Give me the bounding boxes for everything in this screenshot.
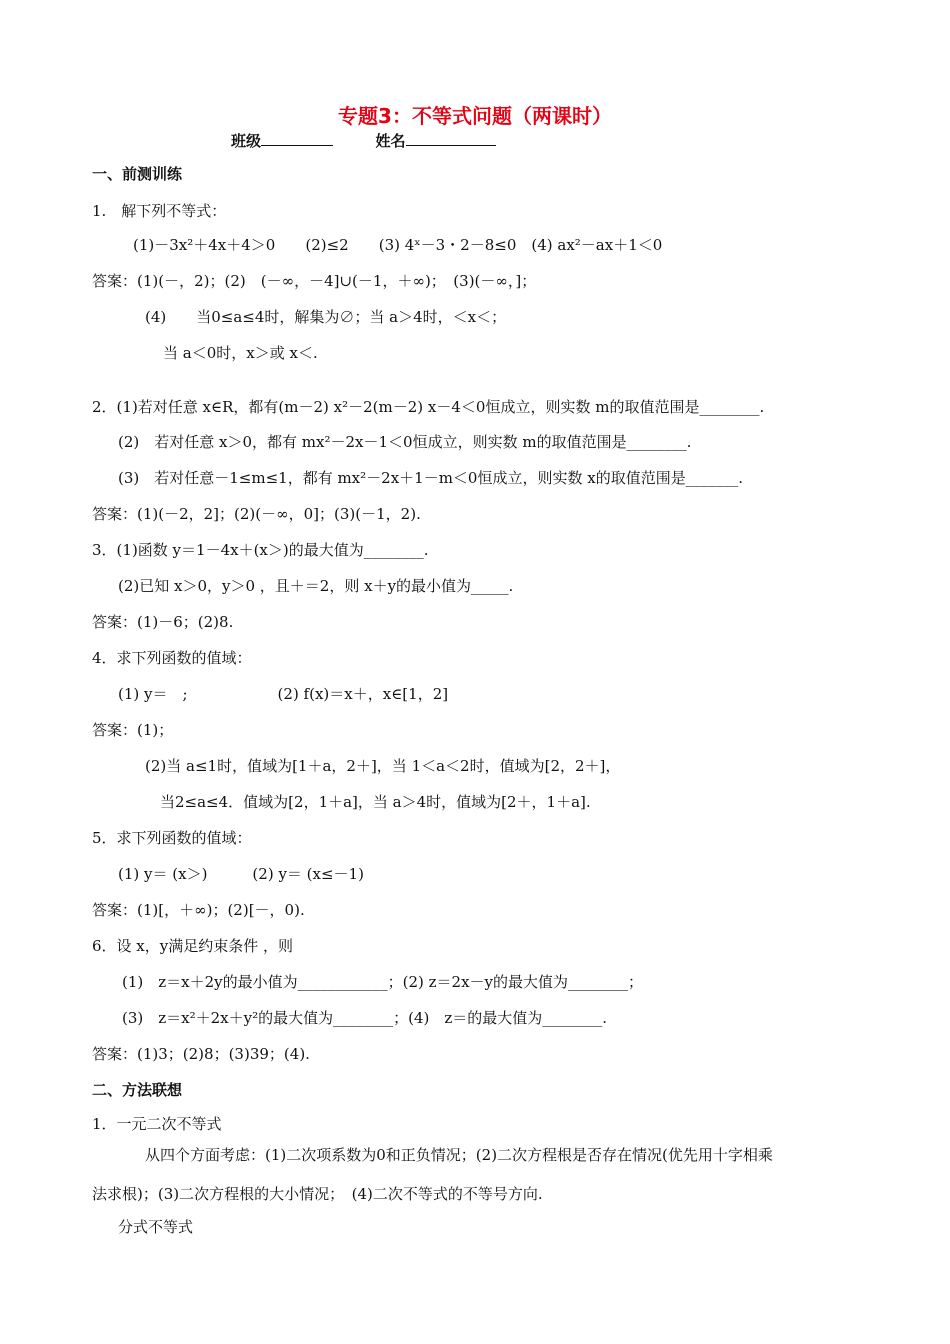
student-info-row <box>231 130 496 151</box>
q3-2: (2)已知 x＞0，y＞0 ，且＋＝2，则 x＋y的最小值为_____. <box>118 577 514 595</box>
q5-items: (1) y＝ (x＞) (2) y＝ (x≤－1) <box>118 865 364 883</box>
q6-items-1: (1) z＝x＋2y的最小值为____________；(2) z＝2x－y的最大值为________； <box>122 973 644 991</box>
q2-2: (2) 若对任意 x＞0，都有 mx²－2x－1＜0恒成立，则实数 m的取值范围是________. <box>118 433 692 451</box>
q4-answer: 答案：(1)； <box>92 721 174 739</box>
method-2-title: 分式不等式 <box>118 1218 194 1236</box>
q4-items: (1) y＝ ; (2) f(x)＝x＋，x∈[1，2] <box>118 685 449 703</box>
class-label: 班级 <box>231 132 262 150</box>
q3-1: 3．(1)函数 y＝1－4x＋(x＞)的最大值为________. <box>92 541 429 559</box>
q6-items-2: (3) z＝x²＋2x＋y²的最大值为________；(4) z＝的最大值为________. <box>122 1009 608 1027</box>
class-blank[interactable] <box>261 131 333 146</box>
section2-heading: 二、方法联想 <box>92 1081 183 1099</box>
q4-answer-2: (2)当 a≤1时，值域为[1＋a，2＋]，当 1＜a＜2时，值域为[2，2＋]， <box>145 757 621 775</box>
method-1-paragraph-1: 从四个方面考虑：(1)二次项系数为0和正负情况；(2)二次方程根是否存在情况(优先用十字相乘 <box>145 1146 773 1164</box>
q2-1: 2．(1)若对任意 x∈R，都有(m－2) x²－2(m－2) x－4＜0恒成立，则实数 m的取值范围是________. <box>92 398 765 416</box>
method-1-paragraph-2: 法求根)；(3)二次方程根的大小情况； (4)二次不等式的不等号方向. <box>92 1185 543 1203</box>
q2-answer: 答案：(1)(－2，2]；(2)(－∞，0]；(3)(－1，2). <box>92 505 421 523</box>
q3-answer: 答案：(1)－6；(2)8. <box>92 613 234 631</box>
q1-answer-4-cont: 当 a＜0时，x＞或 x＜. <box>163 344 318 362</box>
q4-stem: 4．求下列函数的值域： <box>92 649 252 667</box>
q2-3: (3) 若对任意－1≤m≤1，都有 mx²－2x＋1－m＜0恒成立，则实数 x的取值范围是_______. <box>118 469 743 487</box>
q1-stem: 1. 解下列不等式： <box>92 202 227 220</box>
q5-answer: 答案：(1)[，＋∞)；(2)[－，0). <box>92 901 305 919</box>
method-1-title: 1．一元二次不等式 <box>92 1115 222 1133</box>
q1-items: (1)－3x²＋4x＋4＞0 (2)≤2 (3) 4ˣ－3・2－8≤0 (4) ax²－ax＋1＜0 <box>133 236 663 254</box>
name-label: 姓名 <box>375 132 406 150</box>
name-blank[interactable] <box>406 131 496 146</box>
q1-answer: 答案：(1)(－，2)；(2) (－∞，－4]∪(－1，＋∞)； (3)(－∞，]； <box>92 272 537 290</box>
page-title: 专题3：不等式问题（两课时） <box>338 104 612 128</box>
q4-answer-2-cont: 当2≤a≤4．值域为[2，1＋a]，当 a＞4时，值域为[2＋，1＋a]. <box>160 793 591 811</box>
section1-heading: 一、前测训练 <box>92 165 183 183</box>
q1-answer-4: (4) 当0≤a≤4时，解集为∅；当 a＞4时，＜x＜； <box>145 308 507 326</box>
q6-stem: 6．设 x，y满足约束条件 ，则 <box>92 937 294 955</box>
q5-stem: 5．求下列函数的值域： <box>92 829 252 847</box>
q6-answer: 答案：(1)3；(2)8；(3)39；(4). <box>92 1045 310 1063</box>
